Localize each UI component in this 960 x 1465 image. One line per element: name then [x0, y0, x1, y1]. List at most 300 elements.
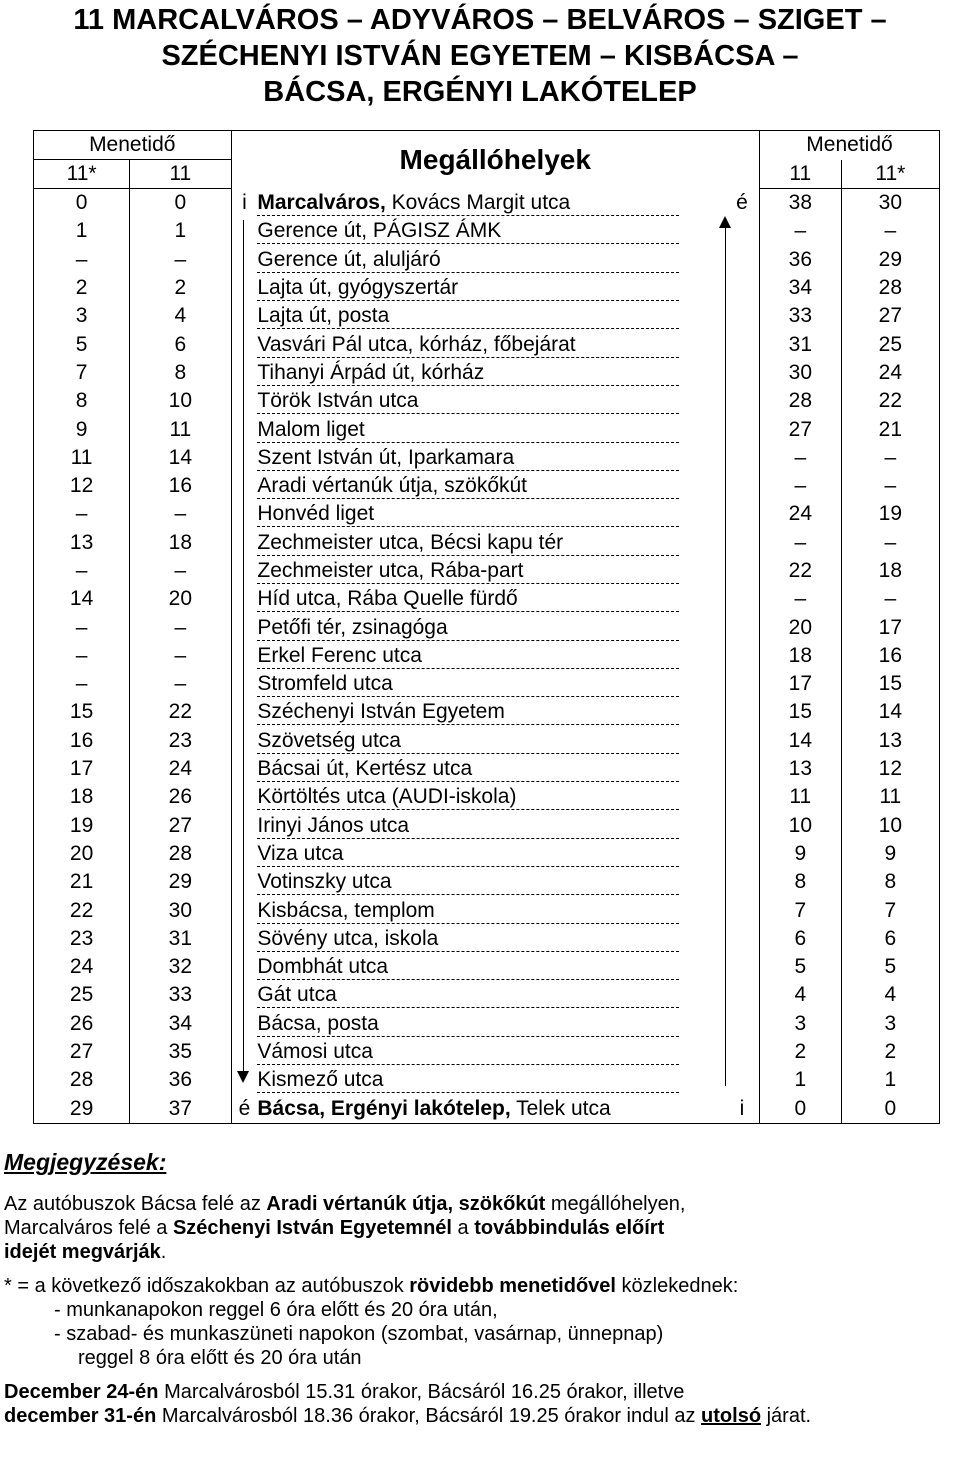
stop-name-cell [257, 812, 724, 840]
stop-marker-left: i [242, 190, 247, 214]
col-11-right: 11 [759, 160, 841, 189]
time-11-inbound: 20 [759, 613, 841, 641]
time-11star-outbound: 29 [34, 1095, 130, 1124]
time-11star-outbound: 23 [34, 925, 130, 953]
note-text: a [451, 1217, 475, 1239]
note-text: Marcalvárosból 18.36 órakor, Bácsáról 19.25 órakor indul az [156, 1405, 702, 1427]
note-list-item: reggel 8 óra előtt és 20 óra után [78, 1347, 362, 1369]
stop-name-cell [257, 670, 724, 698]
stop-name-cell [257, 925, 724, 953]
table-row [34, 840, 940, 868]
stop-marker-right [725, 246, 760, 274]
time-11-outbound: 10 [130, 387, 231, 415]
title-line-2: SZÉCHENYI ISTVÁN EGYETEM – KISBÁCSA – [161, 40, 799, 72]
time-11star-inbound: 24 [841, 359, 939, 387]
table-row [34, 755, 940, 783]
stop-name [257, 1068, 679, 1093]
stop-name-cell [257, 500, 724, 528]
time-11star-outbound: – [34, 557, 130, 585]
time-11-outbound: 11 [130, 415, 231, 443]
time-11star-inbound: 25 [841, 330, 939, 358]
table-row [34, 189, 940, 218]
stop-marker-right [725, 274, 760, 302]
stop-name-cell [257, 387, 724, 415]
notes-heading: Megjegyzések: [4, 1149, 167, 1175]
stop-marker-left [231, 1010, 257, 1038]
stop-marker-left [231, 557, 257, 585]
stop-marker-right [725, 557, 760, 585]
stop-name-text: Stromfeld utca [257, 672, 393, 696]
time-11star-inbound: 18 [841, 557, 939, 585]
stop-name-text: Vasvári Pál utca, kórház, főbejárat [257, 332, 576, 356]
stop-name-cell [257, 585, 724, 613]
stop-marker-right [725, 698, 760, 726]
time-11-outbound: – [130, 613, 231, 641]
stop-name-text: Sövény utca, iskola [257, 926, 439, 950]
stop-marker-right [725, 330, 760, 358]
time-11star-outbound: 22 [34, 896, 130, 924]
time-11star-inbound: 21 [841, 415, 939, 443]
time-11-inbound: 24 [759, 500, 841, 528]
note-text: közlekednek: [615, 1275, 739, 1297]
time-11-inbound: – [759, 585, 841, 613]
time-11star-outbound: 21 [34, 868, 130, 896]
note-text: Marcalvárosból 15.31 órakor, Bácsáról 16.25 órakor, illetve [158, 1381, 685, 1403]
stop-name [257, 502, 679, 527]
time-11-inbound: – [759, 529, 841, 557]
stop-marker-left [231, 868, 257, 896]
time-11star-outbound: 11 [34, 444, 130, 472]
time-11star-inbound: – [841, 472, 939, 500]
stop-marker-left [231, 387, 257, 415]
stop-marker-left [231, 755, 257, 783]
time-11-inbound: 18 [759, 642, 841, 670]
stop-name [257, 559, 679, 584]
table-row [34, 925, 940, 953]
stop-marker-right [725, 585, 760, 613]
time-11star-outbound: – [34, 613, 130, 641]
time-11star-outbound: 15 [34, 698, 130, 726]
stop-name [257, 333, 679, 358]
stop-marker-right [725, 387, 760, 415]
table-row [34, 868, 940, 896]
table-row [34, 812, 940, 840]
stop-name-text: Votinszky utca [257, 870, 392, 894]
stop-marker-right [725, 783, 760, 811]
time-11-inbound: 22 [759, 557, 841, 585]
time-11star-inbound: 7 [841, 896, 939, 924]
stop-name-cell [257, 698, 724, 726]
time-11star-outbound: 14 [34, 585, 130, 613]
stop-name-cell [257, 727, 724, 755]
stop-name [257, 927, 679, 952]
time-11star-inbound: 3 [841, 1010, 939, 1038]
stop-marker-left [231, 274, 257, 302]
stop-name-text: Szövetség utca [257, 728, 401, 752]
time-11star-inbound: 16 [841, 642, 939, 670]
stop-marker-right [725, 953, 760, 981]
time-11-outbound: 32 [130, 953, 231, 981]
time-11-outbound: 20 [130, 585, 231, 613]
stop-marker-left [231, 812, 257, 840]
time-11-inbound: 5 [759, 953, 841, 981]
time-11star-outbound: 1 [34, 217, 130, 245]
stop-marker-left [231, 925, 257, 953]
stop-marker-left [231, 415, 257, 443]
time-11star-inbound: 29 [841, 246, 939, 274]
stop-name-cell [257, 1010, 724, 1038]
time-11-outbound: – [130, 246, 231, 274]
table-row [34, 1038, 940, 1066]
stop-name-text: Zechmeister utca, Rába-part [257, 559, 524, 582]
time-11star-inbound: – [841, 529, 939, 557]
stop-name-text: Körtöltés utca (AUDI-iskola) [257, 785, 517, 809]
table-row [34, 529, 940, 557]
menetido-right-header: Menetidő [759, 131, 939, 160]
stop-name-bold: Marcalváros, [257, 190, 386, 214]
stop-name [257, 729, 679, 754]
notes-section [4, 1150, 956, 1428]
time-11-inbound: 34 [759, 274, 841, 302]
table-row [34, 698, 940, 726]
table-row [34, 387, 940, 415]
arrow-down-icon [237, 1071, 249, 1083]
stop-marker-left [231, 981, 257, 1009]
stop-name-cell [257, 246, 724, 274]
time-11star-outbound: 26 [34, 1010, 130, 1038]
stop-name [257, 644, 679, 669]
time-11-outbound: – [130, 557, 231, 585]
stop-marker-right [725, 444, 760, 472]
note-emphasis: továbbindulás előírt [474, 1217, 665, 1239]
stop-name-text: Kisbácsa, templom [257, 898, 435, 922]
stop-rows [34, 189, 940, 1124]
stop-name-text: Kovács Margit utca [385, 190, 571, 214]
stop-name [257, 389, 679, 414]
time-11star-outbound: 24 [34, 953, 130, 981]
stop-name-cell [257, 444, 724, 472]
stop-name-text: Telek utca [510, 1096, 611, 1120]
time-11-inbound: – [759, 444, 841, 472]
stop-name [257, 587, 679, 612]
time-11star-outbound: 9 [34, 415, 130, 443]
note-text: járat. [761, 1405, 812, 1427]
time-11-outbound: 29 [130, 868, 231, 896]
stop-name-text: Dombhát utca [257, 955, 389, 979]
time-11star-inbound: 6 [841, 925, 939, 953]
note-stop-egyetem: Széchenyi István Egyetemnél [172, 1217, 452, 1239]
stop-name [257, 700, 679, 725]
note-text: megállóhelyen, [545, 1193, 686, 1215]
stop-name-bold: Bácsa, Ergényi lakótelep, [257, 1096, 511, 1120]
time-11-inbound: 38 [759, 189, 841, 218]
stop-name-cell [257, 755, 724, 783]
stop-name [257, 304, 679, 329]
stop-marker-left [231, 529, 257, 557]
note-continuation [4, 1192, 956, 1264]
time-11star-inbound: 27 [841, 302, 939, 330]
time-11-outbound: 23 [130, 727, 231, 755]
table-row [34, 302, 940, 330]
time-11star-outbound: 25 [34, 981, 130, 1009]
title-line-3: BÁCSA, ERGÉNYI LAKÓTELEP [263, 76, 697, 108]
stop-marker-right [725, 415, 760, 443]
time-11-inbound: 8 [759, 868, 841, 896]
stop-name-cell [257, 274, 724, 302]
table-row [34, 415, 940, 443]
time-11-outbound: 4 [130, 302, 231, 330]
time-11star-inbound: 28 [841, 274, 939, 302]
stop-marker-right [725, 868, 760, 896]
stop-name-text: Széchenyi István Egyetem [257, 700, 505, 724]
stop-marker-right: é [736, 190, 748, 214]
note-emphasis: utolsó [701, 1405, 762, 1427]
stop-name-cell [257, 359, 724, 387]
time-11-inbound: 36 [759, 246, 841, 274]
time-11star-outbound: 12 [34, 472, 130, 500]
table-row [34, 1066, 940, 1094]
stop-name-text: Lajta út, gyógyszertár [257, 276, 459, 300]
note-text: Marcalváros felé a [4, 1217, 173, 1239]
timetable [33, 130, 940, 1124]
time-11-inbound: 17 [759, 670, 841, 698]
time-11star-inbound: 15 [841, 670, 939, 698]
direction-line-up [725, 226, 726, 1086]
stop-name [257, 191, 679, 216]
time-11star-outbound: 13 [34, 529, 130, 557]
stop-marker-right [725, 500, 760, 528]
stop-name-text: Bácsa, posta [257, 1011, 379, 1035]
stop-name [257, 248, 679, 273]
stop-name-text: Híd utca, Rába Quelle fürdő [257, 587, 518, 611]
stop-name-cell [257, 415, 724, 443]
stop-name [257, 955, 679, 980]
stop-marker-right [725, 1038, 760, 1066]
stop-marker-right [725, 302, 760, 330]
stop-name-cell [257, 472, 724, 500]
table-row [34, 274, 940, 302]
time-11star-inbound: 5 [841, 953, 939, 981]
stop-marker-right [725, 529, 760, 557]
time-11star-outbound: 20 [34, 840, 130, 868]
note-list-item: - munkanapokon reggel 6 óra előtt és 20 óra után, [54, 1299, 498, 1321]
table-row [34, 981, 940, 1009]
table-row [34, 246, 940, 274]
time-11-outbound: 26 [130, 783, 231, 811]
stop-marker-right [725, 896, 760, 924]
time-11star-outbound: – [34, 500, 130, 528]
stop-name [257, 1012, 679, 1037]
time-11star-inbound: 2 [841, 1038, 939, 1066]
time-11star-inbound: – [841, 585, 939, 613]
table-row [34, 472, 940, 500]
stop-name [257, 1097, 679, 1121]
time-11star-outbound: 16 [34, 727, 130, 755]
time-11-inbound: 9 [759, 840, 841, 868]
note-text: * = a következő időszakokban az autóbuszok [4, 1275, 410, 1297]
col-11star-right: 11* [841, 160, 939, 189]
time-11-inbound: – [759, 472, 841, 500]
stop-marker-right: i [725, 1095, 760, 1124]
time-11-outbound: 8 [130, 359, 231, 387]
stop-marker-left [231, 472, 257, 500]
time-11-outbound: 35 [130, 1038, 231, 1066]
direction-line-down [243, 220, 244, 1078]
time-11star-inbound: 30 [841, 189, 939, 218]
time-11star-inbound: – [841, 444, 939, 472]
time-11-outbound: 1 [130, 217, 231, 245]
stop-name-cell [257, 981, 724, 1009]
stop-marker-left [231, 783, 257, 811]
stop-name-cell [257, 642, 724, 670]
stop-name-text: Gerence út, PÁGISZ ÁMK [257, 219, 502, 243]
time-11star-inbound: 10 [841, 812, 939, 840]
time-11-outbound: 2 [130, 274, 231, 302]
table-row [34, 670, 940, 698]
table-row [34, 585, 940, 613]
time-11-outbound: – [130, 670, 231, 698]
stop-name-text: Erkel Ferenc utca [257, 643, 422, 667]
time-11-outbound: 31 [130, 925, 231, 953]
time-11star-outbound: – [34, 246, 130, 274]
time-11star-inbound: 9 [841, 840, 939, 868]
time-11star-inbound: 4 [841, 981, 939, 1009]
table-row [34, 953, 940, 981]
table-row [34, 444, 940, 472]
time-11star-outbound: 7 [34, 359, 130, 387]
time-11star-inbound: 11 [841, 783, 939, 811]
stop-name [257, 899, 679, 924]
note-emphasis: idejét megvárják [4, 1241, 161, 1263]
stop-name-cell [257, 1095, 724, 1124]
stop-marker-left [231, 217, 257, 245]
time-11star-inbound: 12 [841, 755, 939, 783]
time-11star-outbound: – [34, 642, 130, 670]
stop-marker-right [725, 981, 760, 1009]
stop-marker-right [725, 670, 760, 698]
stop-marker-left [231, 698, 257, 726]
time-11-inbound: 1 [759, 1066, 841, 1094]
time-11star-outbound: – [34, 670, 130, 698]
stop-marker-left [231, 500, 257, 528]
note-emphasis: rövidebb menetidővel [409, 1275, 616, 1297]
stop-marker-right [725, 925, 760, 953]
time-11-outbound: – [130, 642, 231, 670]
time-11-inbound: 15 [759, 698, 841, 726]
stop-name-cell [257, 529, 724, 557]
table-row [34, 783, 940, 811]
table-row [34, 557, 940, 585]
time-11-inbound: 13 [759, 755, 841, 783]
time-11-inbound: 33 [759, 302, 841, 330]
stop-name [257, 219, 679, 244]
stop-marker-left [231, 585, 257, 613]
note-date: december 31-én [4, 1405, 157, 1427]
time-11-inbound: 31 [759, 330, 841, 358]
stop-name-text: Zechmeister utca, Bécsi kapu tér [257, 530, 564, 554]
stop-marker-left [231, 330, 257, 358]
stop-name [257, 785, 679, 810]
stop-name [257, 361, 679, 386]
time-11-outbound: 0 [130, 189, 231, 218]
time-11star-outbound: 19 [34, 812, 130, 840]
table-row [34, 359, 940, 387]
time-11star-outbound: 5 [34, 330, 130, 358]
stop-name-cell [257, 557, 724, 585]
stop-name [257, 276, 679, 301]
time-11star-outbound: 28 [34, 1066, 130, 1094]
stop-marker-right [725, 812, 760, 840]
stop-marker-left [231, 246, 257, 274]
time-11-inbound: 27 [759, 415, 841, 443]
stop-name-text: Malom liget [257, 417, 365, 441]
time-11-outbound: 37 [130, 1095, 231, 1124]
time-11-outbound: 18 [130, 529, 231, 557]
time-11star-inbound: 17 [841, 613, 939, 641]
time-11-inbound: 2 [759, 1038, 841, 1066]
stop-name-cell [257, 330, 724, 358]
stop-name-cell [257, 868, 724, 896]
col-11star-left: 11* [34, 160, 130, 189]
time-11-inbound: 3 [759, 1010, 841, 1038]
stop-name [257, 672, 679, 697]
stop-marker-right [725, 642, 760, 670]
stop-name-text: Honvéd liget [257, 502, 375, 526]
stop-marker-right [725, 727, 760, 755]
note-holidays [4, 1380, 956, 1428]
stop-name [257, 446, 679, 471]
note-text: . [160, 1241, 167, 1263]
stop-name [257, 616, 679, 641]
time-11star-inbound: 13 [841, 727, 939, 755]
stop-name-text: Szent István út, Iparkamara [257, 445, 515, 469]
time-11star-outbound: 18 [34, 783, 130, 811]
time-11-inbound: 0 [759, 1095, 841, 1124]
stop-name-cell [257, 953, 724, 981]
stop-marker-left [231, 896, 257, 924]
time-11-inbound: 30 [759, 359, 841, 387]
time-11-outbound: 28 [130, 840, 231, 868]
stop-marker-left [231, 444, 257, 472]
stop-marker-right [725, 1066, 760, 1094]
stop-marker-left [231, 953, 257, 981]
stop-name-cell [257, 1066, 724, 1094]
time-11star-outbound: 8 [34, 387, 130, 415]
stop-name-text: Petőfi tér, zsinagóga [257, 615, 448, 639]
time-11-inbound: 7 [759, 896, 841, 924]
stop-name-text: Irinyi János utca [257, 813, 410, 837]
note-stop-aradi: Aradi vértanúk útja, szökőkút [266, 1193, 546, 1215]
time-11-outbound: 16 [130, 472, 231, 500]
time-11star-inbound: 19 [841, 500, 939, 528]
time-11-inbound: 10 [759, 812, 841, 840]
time-11-inbound: – [759, 217, 841, 245]
stop-name [257, 474, 679, 499]
stop-name [257, 757, 679, 782]
table-row [34, 217, 940, 245]
stop-marker-left: é [231, 1095, 257, 1124]
time-11-outbound: 24 [130, 755, 231, 783]
stop-name-text: Gát utca [257, 983, 337, 1007]
table-row [34, 1010, 940, 1038]
stop-marker-left [231, 359, 257, 387]
time-11star-outbound: 2 [34, 274, 130, 302]
stop-name [257, 814, 679, 839]
time-11-inbound: 4 [759, 981, 841, 1009]
time-11star-inbound: 22 [841, 387, 939, 415]
stop-name-text: Kismező utca [257, 1068, 384, 1092]
stop-marker-right [725, 1010, 760, 1038]
